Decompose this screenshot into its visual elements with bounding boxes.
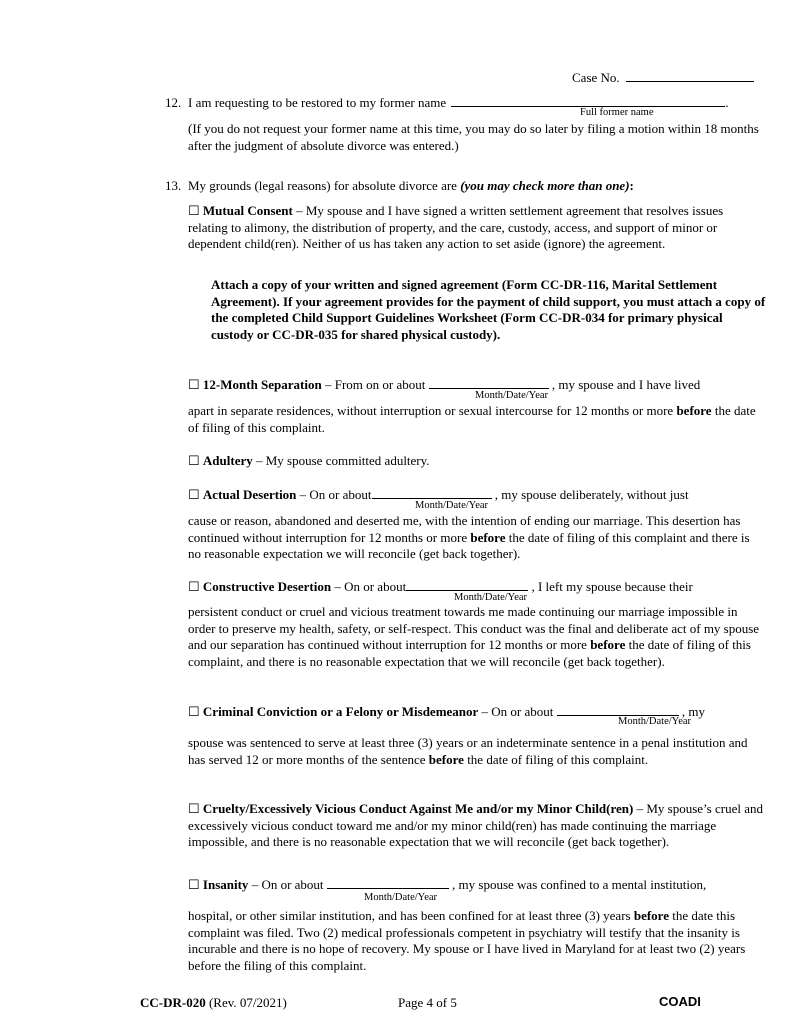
ground-insanity: ☐ Insanity – On or about , my spouse was confined to a mental institution, (188, 877, 707, 892)
criminal-conviction-checkbox[interactable]: ☐ (188, 704, 200, 719)
ground-constructive-desertion: ☐ Constructive Desertion – On or about , I left my spouse because their (188, 579, 693, 594)
separation-date-field[interactable] (429, 388, 549, 389)
footer-form-id: CC-DR-020 (Rev. 07/2021) (140, 995, 287, 1010)
former-name-caption: Full former name (580, 107, 654, 118)
insanity-date-field[interactable] (327, 888, 449, 889)
case-number: Case No. (572, 70, 754, 87)
constructive-date-caption: Month/Date/Year (454, 592, 528, 603)
desertion-date-field[interactable] (372, 498, 492, 499)
item-12-note: (If you do not request your former name at this time, you may do so later by filing a motion within 18 months after the judgment of absolute divorce was entered.) (188, 121, 759, 153)
separation-rest: apart in separate residences, without interruption or sexual intercourse for 12 months or more before the date of filing of this complaint. (188, 403, 756, 435)
criminal-date-caption: Month/Date/Year (618, 716, 692, 727)
constructive-date-field[interactable] (406, 590, 528, 591)
insanity-checkbox[interactable]: ☐ (188, 877, 200, 892)
insanity-rest: hospital, or other similar institution, and has been confined for at least three (3) years before the date this complaint was filed. Two (2) medical professionals competent in psychiatry will testify that the insanity is incurable and there is no hope of recovery. My spouse or I have lived in Maryland for at least two (2) years before the filing of this complaint. (188, 908, 746, 973)
constructive-rest: persistent conduct or cruel and vicious treatment towards me made continuing our marriage impossible in order to preserve my health, safety, or self-respect. This conduct was the final and deliberate act of my spouse and our separation has continued without interruption for 12 months or more before the date of filing of this complaint, and there is no reasonable expectation that we will reconcile (get back together). (188, 604, 760, 669)
ground-cruelty: ☐ Cruelty/Excessively Vicious Conduct Against Me and/or my Minor Child(ren) – My spouse’s cruel and excessively vicious conduct toward me and/or my minor child(ren) has made continuing the marriage impossible, and there is no reasonable expectation that we will reconcile (get back together). (188, 801, 763, 849)
mutual-consent-checkbox[interactable]: ☐ (188, 203, 200, 218)
ground-criminal-conviction: ☐ Criminal Conviction or a Felony or Misdemeanor – On or about , my (188, 704, 706, 719)
separation-date-caption: Month/Date/Year (475, 390, 549, 401)
footer-brand: COADI (659, 994, 701, 1009)
item-13-number: 13. (165, 178, 182, 193)
item-13-line: My grounds (legal reasons) for absolute divorce are (you may check more than one): (188, 178, 634, 193)
insanity-date-caption: Month/Date/Year (364, 892, 438, 903)
mutual-consent-attach-note: Attach a copy of your written and signed agreement (Form CC-DR-116, Marital Settlement Agreement). If your agreement provides for the payment of child support, you must attach a copy of the completed Child Support Guidelines Worksheet (Form CC-DR-034 for primary physical custody or CC-DR-035 for shared physical custody). (211, 277, 766, 342)
ground-separation: ☐ 12-Month Separation – From on or about , my spouse and I have lived (188, 377, 701, 392)
case-number-field[interactable] (626, 81, 754, 82)
ground-actual-desertion: ☐ Actual Desertion – On or about , my spouse deliberately, without just (188, 487, 689, 502)
item-12-number: 12. (165, 95, 182, 110)
desertion-rest: cause or reason, abandoned and deserted me, with the intention of ending our marriage. This desertion has continued without interruption for 12 months or more before the date of filing of this complaint and there is no reasonable expectation we will reconcile (get back together). (188, 513, 750, 561)
separation-checkbox[interactable]: ☐ (188, 377, 200, 392)
constructive-desertion-checkbox[interactable]: ☐ (188, 579, 200, 594)
ground-adultery: ☐ Adultery – My spouse committed adultery. (188, 453, 430, 468)
adultery-checkbox[interactable]: ☐ (188, 453, 200, 468)
footer-page-number: Page 4 of 5 (398, 995, 457, 1010)
desertion-date-caption: Month/Date/Year (415, 500, 489, 511)
mutual-consent-title: Mutual Consent (202, 203, 293, 218)
criminal-rest: spouse was sentenced to serve at least three (3) years or an indeterminate sentence in a penal institution and has served 12 or more months of the sentence before the date of filing of this complaint. (188, 735, 748, 767)
cruelty-checkbox[interactable]: ☐ (188, 801, 200, 816)
ground-mutual-consent: ☐ Mutual Consent – My spouse and I have signed a written settlement agreement that resolves issues relating to alimony, the distribution of property, and the care, custody, access, and support of minor or dependent child(ren). Neither of us has taken any action to set aside (ignore) the agreement. (188, 203, 724, 251)
item-12-line: I am requesting to be restored to my former name . (188, 95, 729, 110)
actual-desertion-checkbox[interactable]: ☐ (188, 487, 200, 502)
